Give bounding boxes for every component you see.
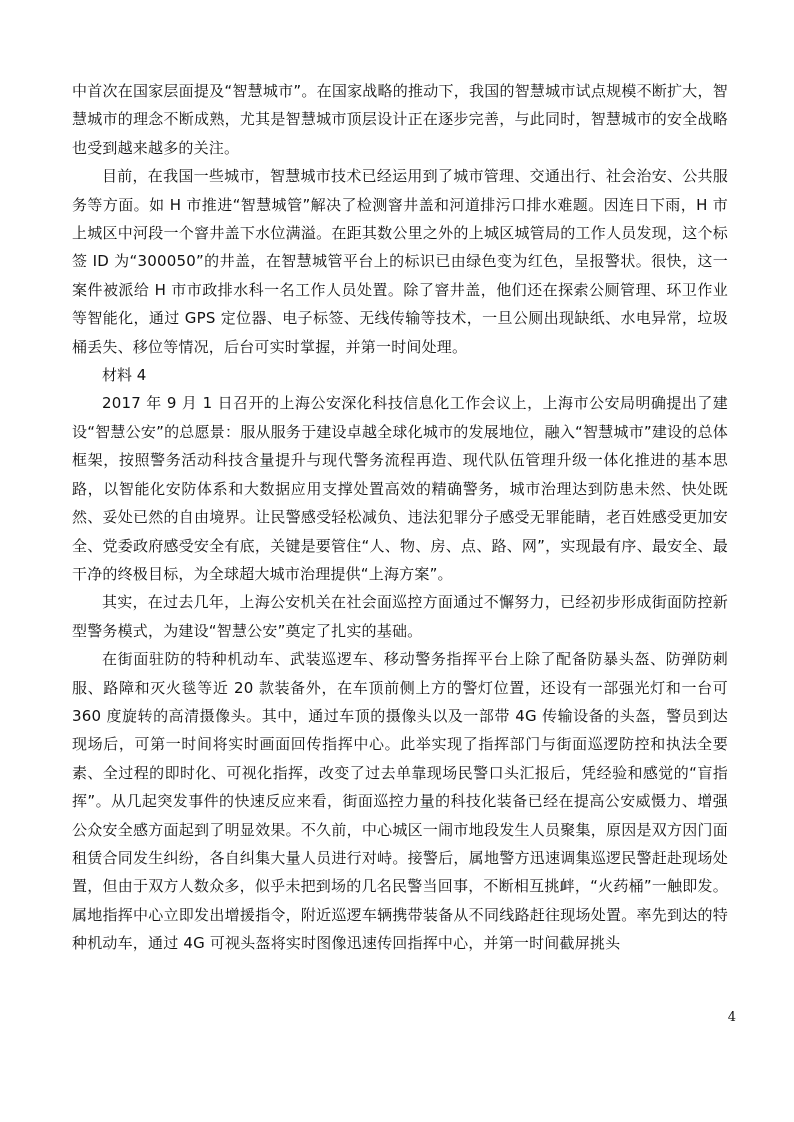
paragraph-smart-police-vision: 2017 年 9 月 1 日召开的上海公安深化科技信息化工作会议上，上海市公安局明确提出了建设“智慧公安”的总愿景：服从服务于建设卓越全球化城市的发展地位，融入“智慧城市”建设的总体框架，按照警务活动科技含量提升与现代警务流程再造、现代队伍管理升级一体化推进的基本思路，以智能化安防体系和大数据应用支撑处置高效的精确警务，城市治理达到防患未然、快处既然、妥处已然的自由境界。让民警感受轻松减负、违法犯罪分子感受无罪能睛，老百姓感受更加安全、党委政府感受安全有底，关键是要管住“人、物、房、点、路、网”，实现最有序、最安全、最干净的终极目标，为全球超大城市治理提供“上海方案”。 xyxy=(72,394,728,583)
material-heading: 材料 4 xyxy=(102,366,147,385)
page-number: 4 xyxy=(727,1010,736,1025)
paragraph-patrol-foundation: 其实，在过去几年，上海公安机关在社会面巡控方面通过不懈努力，已经初步形成街面防控新型警务模式，为建设“智慧公安”奠定了扎实的基础。 xyxy=(72,593,728,640)
paragraph-patrol-equipment: 在街面驻防的特种机动车、武装巡逻车、移动警务指挥平台上除了配备防暴头盔、防弹防刺服、路障和灭火毯等近 20 款装备外，在车顶前侧上方的警灯位置，还设有一部强光灯和一台可 360 度旋转的高清摄像头。其中，通过车顶的摄像头以及一部带 4G 传输设备的头盔，警员到达现场后，可第一时间将实时画面回传指挥中心。此举实现了指挥部门与街面巡逻防控和执法全要素、全过程的即时化、可视化指挥，改变了过去单靠现场民警口头汇报后，凭经验和感觉的“盲指挥”。从几起突发事件的快速反应来看，街面巡控力量的科技化装备已经在提高公安威慑力、增强公众安全感方面起到了明显效果。不久前，中心城区一闹市地段发生人员聚集，原因是双方因门面租赁合同发生纠纷，各自纠集大量人员进行对峙。接警后，属地警方迅速调集巡逻民警赶赴现场处置，但由于双方人数众多，似乎未把到场的几名民警当回事，不断相互挑衅，“火药桶”一触即发。属地指挥中心立即发出增援指令，附近巡逻车辆携带装备从不同线路赶往现场处置。率先到达的特种机动车，通过 4G 可视头盔将实时图像迅速传回指挥中心，并第一时间截屏挑头 xyxy=(72,650,728,953)
body-text xyxy=(72,77,728,958)
paragraph-smart-city-applications: 目前，在我国一些城市，智慧城市技术已经运用到了城市管理、交通出行、社会治安、公共服务等方面。如 H 市推进“智慧城管”解决了检测窨井盖和河道排污口排水难题。因连日下雨，H 市上城区中河段一个窨井盖下水位满溢。在距其数公里之外的上城区城管局的工作人员发现，这个标签 ID 为“300050”的井盖，在智慧城管平台上的标识已由绿色变为红色，呈报警状。很快，这一案件被派给 H 市市政排水科一名工作人员处置。除了窨井盖，他们还在探索公厕管理、环卫作业等智能化，通过 GPS 定位器、电子标签、无线传输等技术，一旦公厕出现缺纸、水电异常，垃圾桶丢失、移位等情况，后台可实时掌握，并第一时间处理。 xyxy=(72,167,728,356)
paragraph-smart-city-intro: 中首次在国家层面提及“智慧城市”。在国家战略的推动下，我国的智慧城市试点规模不断扩大，智慧城市的理念不断成熟，尤其是智慧城市顶层设计正在逐步完善，与此同时，智慧城市的安全战略也受到越来越多的关注。 xyxy=(72,82,728,157)
